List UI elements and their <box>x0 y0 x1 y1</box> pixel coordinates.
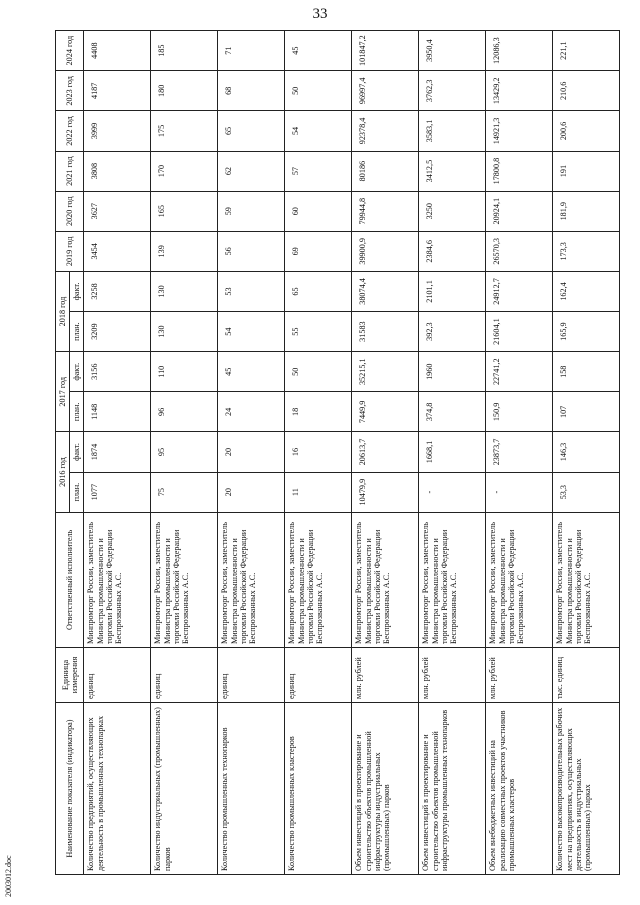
table-row <box>84 31 151 875</box>
value-cell: 24 <box>218 392 285 432</box>
value-cell: 130 <box>151 271 218 311</box>
value-cell: 150,9 <box>486 392 553 432</box>
value-cell: 139 <box>151 231 218 271</box>
value-cell: 3209 <box>84 312 151 352</box>
value-cell: 45 <box>285 31 352 71</box>
value-cell: 18 <box>285 392 352 432</box>
footer-code: 2003012.doc <box>4 855 13 897</box>
value-cell: 95 <box>151 432 218 472</box>
indicator-name-cell: Количество промышленных кластеров <box>285 703 352 875</box>
header-fact: факт. <box>70 352 84 392</box>
table-row <box>218 31 285 875</box>
header-year-2021: 2021 год <box>56 151 84 191</box>
value-cell: 26570,3 <box>486 231 553 271</box>
value-cell: 4187 <box>84 71 151 111</box>
value-cell: 2101,1 <box>419 271 486 311</box>
value-cell: 24912,7 <box>486 271 553 311</box>
value-cell: 62 <box>218 151 285 191</box>
value-cell: 101847,2 <box>352 31 419 71</box>
value-cell: 1148 <box>84 392 151 432</box>
table-row <box>486 31 553 875</box>
header-plan: план. <box>70 472 84 512</box>
value-cell: 71 <box>218 31 285 71</box>
value-cell: 68 <box>218 71 285 111</box>
value-cell: 146,3 <box>553 432 620 472</box>
value-cell: 191 <box>553 151 620 191</box>
value-cell: 110 <box>151 352 218 392</box>
unit-cell: млн. рублей <box>486 647 553 702</box>
value-cell: 20 <box>218 472 285 512</box>
value-cell: 20 <box>218 432 285 472</box>
value-cell: 38074,4 <box>352 271 419 311</box>
table-row <box>285 31 352 875</box>
value-cell: 210,6 <box>553 71 620 111</box>
value-cell: 54 <box>285 111 352 151</box>
indicator-name-cell: Количество индустриальных (промышленных) парков <box>151 703 218 875</box>
responsible-cell: Минпромторг России, заместитель Министра промышленности и торговли Российской Федерации Беспрозванных А.С. <box>553 512 620 647</box>
unit-cell: млн. рублей <box>352 647 419 702</box>
value-cell: 22741,2 <box>486 352 553 392</box>
header-plan: план. <box>70 312 84 352</box>
header-fact: факт. <box>70 432 84 472</box>
value-cell: 39900,9 <box>352 231 419 271</box>
page-number: 33 <box>312 6 328 22</box>
value-cell: 14921,3 <box>486 111 553 151</box>
value-cell: 56 <box>218 231 285 271</box>
unit-cell: млн. рублей <box>419 647 486 702</box>
value-cell: 165,9 <box>553 312 620 352</box>
value-cell: 3156 <box>84 352 151 392</box>
value-cell: 130 <box>151 312 218 352</box>
header-row-years <box>56 31 70 875</box>
value-cell: 16 <box>285 432 352 472</box>
header-responsible: Ответственный исполнитель <box>56 512 84 647</box>
value-cell: 3999 <box>84 111 151 151</box>
responsible-cell: Минпромторг России, заместитель Министра промышленности и торговли Российской Федерации Беспрозванных А.С. <box>352 512 419 647</box>
unit-cell: единиц <box>84 647 151 702</box>
table-row <box>352 31 419 875</box>
indicator-name-cell: Объем инвестиций в проектирование и строительство объектов промышленной инфраструктуры индустриальных (промышленных) парков <box>352 703 419 875</box>
header-year-2019: 2019 год <box>56 231 84 271</box>
indicator-name-cell: Количество промышленных технопарков <box>218 703 285 875</box>
indicator-name-cell: Количество предприятий, осуществляющих деятельность в промышленных технопарках <box>84 703 151 875</box>
value-cell: 7449,9 <box>352 392 419 432</box>
value-cell: 75 <box>151 472 218 512</box>
header-fact: факт. <box>70 271 84 311</box>
value-cell: 57 <box>285 151 352 191</box>
value-cell: 92378,4 <box>352 111 419 151</box>
value-cell: 173,3 <box>553 231 620 271</box>
responsible-cell: Минпромторг России, заместитель Министра промышленности и торговли Российской Федерации Беспрозванных А.С. <box>84 512 151 647</box>
value-cell: 3454 <box>84 231 151 271</box>
value-cell: 96 <box>151 392 218 432</box>
responsible-cell: Минпромторг России, заместитель Министра промышленности и торговли Российской Федерации Беспрозванных А.С. <box>218 512 285 647</box>
value-cell: 23873,7 <box>486 432 553 472</box>
header-year-2024: 2024 год <box>56 31 84 71</box>
indicator-name-cell: Количество высокопроизводительных рабочих мест на предприятиях, осуществляющих деятельность в индустриальных (промышленных) парках <box>553 703 620 875</box>
table-row <box>553 31 620 875</box>
indicators-table <box>55 30 620 875</box>
table-row <box>419 31 486 875</box>
value-cell: 54 <box>218 312 285 352</box>
value-cell: 20613,7 <box>352 432 419 472</box>
value-cell: 79944,8 <box>352 191 419 231</box>
value-cell: 21604,1 <box>486 312 553 352</box>
indicator-name-cell: Объем внебюджетных инвестиций на реализацию совместных проектов участников промышленных кластеров <box>486 703 553 875</box>
value-cell: 3808 <box>84 151 151 191</box>
value-cell: - <box>486 472 553 512</box>
value-cell: 181,9 <box>553 191 620 231</box>
header-name: Наименование показателя (индикатора) <box>56 703 84 875</box>
value-cell: 1874 <box>84 432 151 472</box>
value-cell: 20924,1 <box>486 191 553 231</box>
value-cell: 60 <box>285 191 352 231</box>
value-cell: 3412,5 <box>419 151 486 191</box>
value-cell: 374,8 <box>419 392 486 432</box>
header-plan: план. <box>70 392 84 432</box>
value-cell: 50 <box>285 352 352 392</box>
value-cell: 2384,6 <box>419 231 486 271</box>
indicators-table-container <box>55 30 615 875</box>
value-cell: 170 <box>151 151 218 191</box>
value-cell: 13429,2 <box>486 71 553 111</box>
value-cell: 17800,8 <box>486 151 553 191</box>
value-cell: 200,6 <box>553 111 620 151</box>
value-cell: 65 <box>285 271 352 311</box>
value-cell: 162,4 <box>553 271 620 311</box>
value-cell: 107 <box>553 392 620 432</box>
responsible-cell: Минпромторг России, заместитель Министра промышленности и торговли Российской Федерации Беспрозванных А.С. <box>285 512 352 647</box>
value-cell: 165 <box>151 191 218 231</box>
header-unit: Единица измерения <box>56 647 84 702</box>
indicator-name-cell: Объем инвестиций в проектирование и строительство объектов промышленной инфраструктуры промышленных технопарков <box>419 703 486 875</box>
value-cell: 59 <box>218 191 285 231</box>
value-cell: 80186 <box>352 151 419 191</box>
value-cell: 69 <box>285 231 352 271</box>
value-cell: 35215,1 <box>352 352 419 392</box>
value-cell: 1668,1 <box>419 432 486 472</box>
header-year-2022: 2022 год <box>56 111 84 151</box>
header-year-2016: 2016 год <box>56 432 70 512</box>
value-cell: 3250 <box>419 191 486 231</box>
responsible-cell: Минпромторг России, заместитель Министра промышленности и торговли Российской Федерации Беспрозванных А.С. <box>486 512 553 647</box>
value-cell: 180 <box>151 71 218 111</box>
value-cell: 221,1 <box>553 31 620 71</box>
value-cell: 12086,3 <box>486 31 553 71</box>
value-cell: - <box>419 472 486 512</box>
value-cell: 96997,4 <box>352 71 419 111</box>
value-cell: 1960 <box>419 352 486 392</box>
value-cell: 65 <box>218 111 285 151</box>
value-cell: 3583,1 <box>419 111 486 151</box>
unit-cell: тыс. единиц <box>553 647 620 702</box>
value-cell: 185 <box>151 31 218 71</box>
responsible-cell: Минпромторг России, заместитель Министра промышленности и торговли Российской Федерации Беспрозванных А.С. <box>151 512 218 647</box>
unit-cell: единиц <box>151 647 218 702</box>
value-cell: 3762,3 <box>419 71 486 111</box>
header-year-2020: 2020 год <box>56 191 84 231</box>
value-cell: 3950,4 <box>419 31 486 71</box>
header-year-2023: 2023 год <box>56 71 84 111</box>
value-cell: 10479,9 <box>352 472 419 512</box>
header-year-2018: 2018 год <box>56 271 70 351</box>
value-cell: 4408 <box>84 31 151 71</box>
value-cell: 53,3 <box>553 472 620 512</box>
table-row <box>151 31 218 875</box>
header-year-2017: 2017 год <box>56 352 70 432</box>
value-cell: 55 <box>285 312 352 352</box>
value-cell: 175 <box>151 111 218 151</box>
value-cell: 158 <box>553 352 620 392</box>
value-cell: 11 <box>285 472 352 512</box>
value-cell: 53 <box>218 271 285 311</box>
value-cell: 392,3 <box>419 312 486 352</box>
unit-cell: единиц <box>285 647 352 702</box>
value-cell: 1077 <box>84 472 151 512</box>
value-cell: 50 <box>285 71 352 111</box>
unit-cell: единиц <box>218 647 285 702</box>
value-cell: 45 <box>218 352 285 392</box>
responsible-cell: Минпромторг России, заместитель Министра промышленности и торговли Российской Федерации Беспрозванных А.С. <box>419 512 486 647</box>
table-body <box>84 31 620 875</box>
value-cell: 31583 <box>352 312 419 352</box>
value-cell: 3627 <box>84 191 151 231</box>
value-cell: 3258 <box>84 271 151 311</box>
